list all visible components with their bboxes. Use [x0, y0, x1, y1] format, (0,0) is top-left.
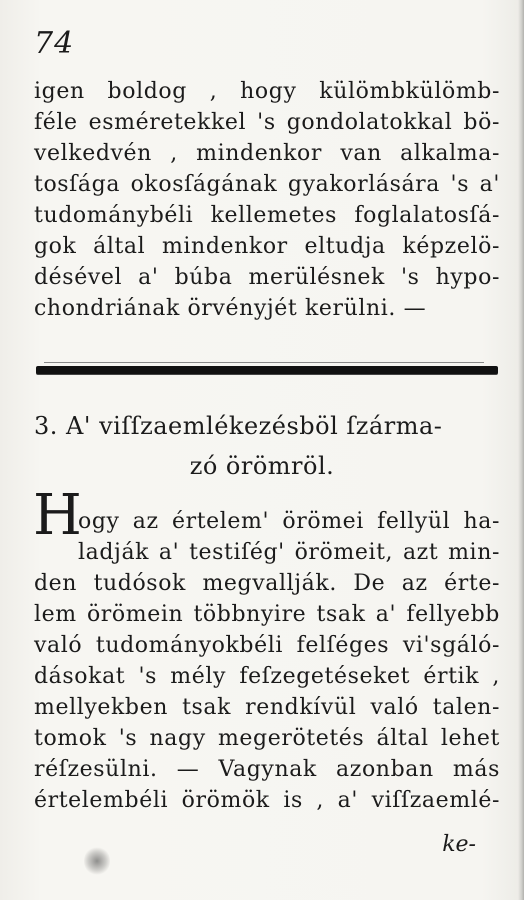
text-line: désével a' búba merülésnek 's hypo- — [34, 265, 500, 290]
text-line: réſzesülni. — Vagynak azonban más — [34, 757, 500, 782]
text-line: ladják a' testiſég' örömeit, azt min- — [78, 540, 500, 565]
text-line: chondriának örvényjét kerülni. — — [34, 296, 427, 321]
drop-cap: H — [33, 483, 82, 548]
text-line: mellyekben tsak rendkívül való talen- — [34, 695, 500, 720]
section-heading — [34, 410, 500, 442]
text-line: den tudósok megvallják. De az érte- — [34, 571, 500, 596]
paragraph-1 — [34, 76, 500, 324]
text-line: értelembéli örömök is , a' viſſzaemlé- — [34, 788, 500, 813]
catchword: ke- — [442, 832, 476, 857]
text-line: gok által mindenkor eltudja képzelö- — [34, 234, 500, 259]
text-line: dásokat 's mély feſzegetéseket értik , — [34, 664, 500, 689]
section-heading-line2: zó örömröl. — [189, 452, 335, 480]
text-line: tomok 's nagy megerötetés által lehet — [34, 726, 500, 751]
text-line: féle esméretekkel 's gondolatokkal bö- — [34, 110, 500, 135]
text-line: való tudományokbéli felſéges vi'sgáló- — [34, 633, 500, 658]
paragraph-2 — [34, 506, 500, 816]
text-line: tudománybéli kellemetes foglalatosſá- — [34, 203, 500, 228]
text-line: lem örömein többnyire tsak a' fellyebb — [34, 602, 500, 627]
text-line: velkedvén , mindenkor van alkalma- — [34, 141, 500, 166]
ink-smudge — [84, 846, 110, 876]
page-number: 74 — [34, 26, 75, 61]
text-line: ogy az értelem' örömei fellyül ha- — [78, 509, 500, 534]
section-number: 3. — [34, 412, 58, 440]
text-line: tosſága okosſágának gyakorlására 's a' — [34, 172, 500, 197]
section-heading-line1: A' viſſzaemlékezésböl ſzárma- — [66, 412, 443, 440]
text-line: igen boldog , hogy külömbkülömb- — [34, 79, 500, 104]
section-divider — [36, 366, 498, 374]
divider-hairline — [44, 362, 484, 363]
